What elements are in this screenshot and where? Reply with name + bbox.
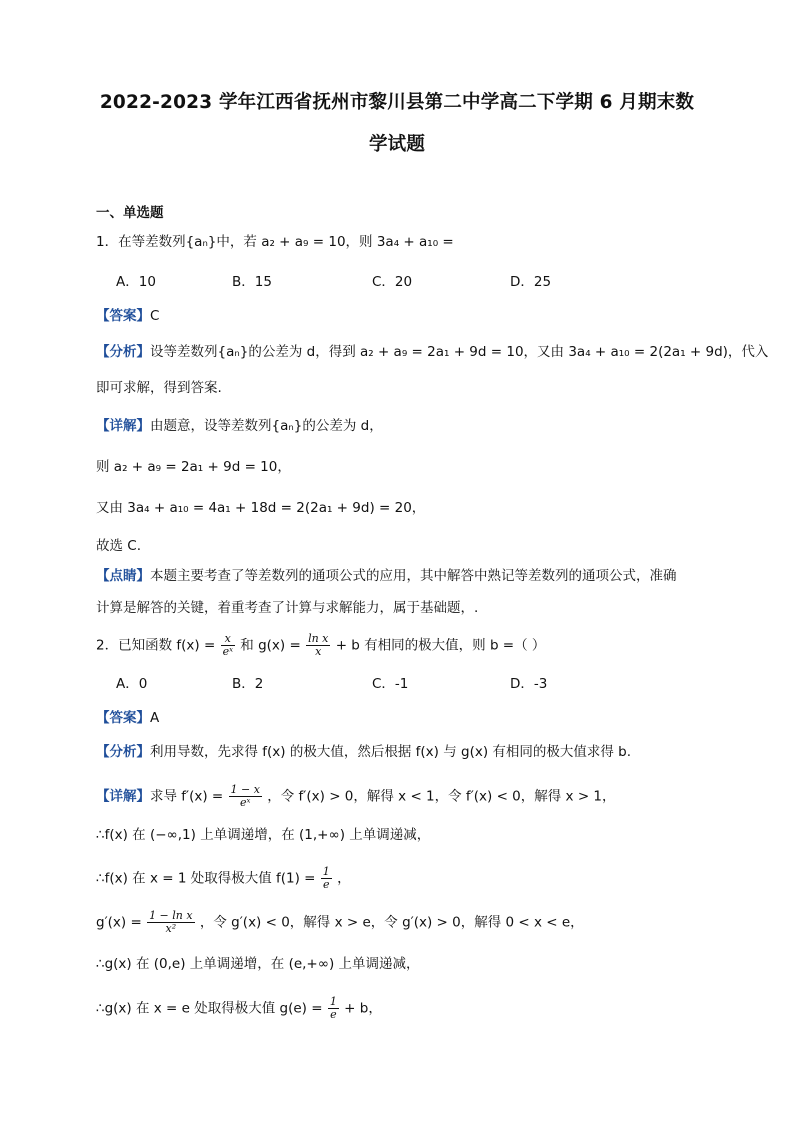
detail-text-a: g′(x) = [96, 914, 142, 931]
q1-detail-line4: 故选 C. [96, 538, 142, 554]
q2-fraction-g: $\frac{\text{ln x}}{x}$ [308, 632, 329, 658]
q1-analysis-line2: 即可求解，得到答案. [96, 380, 222, 396]
detail-text-a: ∴g(x) 在 x = e 处取得极大值 g(e) = [96, 1000, 323, 1017]
q2-stem-part-c: + b 有相同的极大值，则 b =（ ） [335, 637, 546, 654]
section-heading: 一、单选题 [96, 205, 164, 221]
analysis-tag: 【分析】 [96, 744, 150, 760]
detail-text-b: ，令 g′(x) < 0，解得 x > e，令 g′(x) > 0，解得 0 < x < e， [199, 914, 584, 931]
q1-comment-line2: 计算是解答的关键，着重考查了计算与求解能力，属于基础题，. [96, 600, 479, 616]
q2-detail-line1 [96, 784, 616, 809]
detail-text-b: ，令 f′(x) > 0，解得 x < 1，令 f′(x) < 0，解得 x > 1， [267, 788, 616, 805]
page-title-line2: 学试题 [368, 134, 426, 155]
q2-stem-part-b: 和 g(x) = [240, 637, 301, 654]
q2-fraction-ge: $\frac{1}{e}$ [329, 995, 337, 1021]
q1-option-d: D．25 [510, 274, 552, 290]
comment-text: 本题主要考查了等差数列的通项公式的应用，其中解答中熟记等差数列的通项公式，准确 [150, 568, 677, 584]
q1-option-a: A．10 [116, 274, 156, 290]
q1-comment-line1 [96, 566, 677, 586]
q1-option-b: B．15 [232, 274, 272, 290]
analysis-text: 利用导数，先求得 f(x) 的极大值，然后根据 f(x) 与 g(x) 有相同的极大值求得 b. [150, 744, 632, 760]
q2-option-a: A．0 [116, 676, 148, 692]
q1-option-c: C．20 [372, 274, 413, 290]
q2-detail-line5: ∴g(x) 在 (0,e) 上单调递增，在 (e,+∞) 上单调递减， [96, 956, 420, 972]
q2-answer [96, 708, 159, 728]
answer-tag: 【答案】 [96, 308, 150, 324]
q2-option-d: D．-3 [510, 676, 548, 692]
q2-option-c: C．-1 [372, 676, 409, 692]
answer-tag: 【答案】 [96, 710, 150, 726]
q2-fraction-fprime: $\frac{1 - x}{\text{eˣ}}$ [230, 783, 260, 809]
q2-detail-line4 [96, 910, 584, 935]
q2-stem [96, 633, 545, 658]
q1-answer [96, 306, 159, 326]
detail-tag: 【详解】 [96, 418, 150, 434]
q2-fraction-f: $\frac{x}{\text{eˣ}}$ [222, 632, 233, 658]
q2-detail-line2: ∴f(x) 在 (−∞,1) 上单调递增，在 (1,+∞) 上单调递减， [96, 827, 431, 843]
q2-fraction-f1: $\frac{1}{e}$ [322, 865, 330, 891]
detail-text-a: 求导 f′(x) = [150, 788, 224, 805]
detail-text-a: ∴f(x) 在 x = 1 处取得极大值 f(1) = [96, 870, 316, 887]
detail-text: 由题意，设等差数列{aₙ}的公差为 d， [150, 418, 383, 434]
q1-stem: 1．在等差数列{aₙ}中，若 a₂ + a₉ = 10，则 3a₄ + a₁₀ = [96, 234, 454, 250]
analysis-tag: 【分析】 [96, 344, 150, 360]
q2-fraction-gprime: $\frac{\text{1 − ln x}}{\text{x²}}$ [149, 909, 193, 935]
answer-value: C [150, 308, 160, 324]
q2-detail-line3 [96, 866, 351, 891]
q1-detail-line3: 又由 3a₄ + a₁₀ = 4a₁ + 18d = 2(2a₁ + 9d) = 20， [96, 500, 426, 516]
q2-detail-line6 [96, 996, 382, 1021]
detail-text-b: + b， [344, 1000, 382, 1017]
q2-analysis-line1 [96, 742, 631, 762]
q1-detail-line1 [96, 416, 383, 436]
page-title-line1: 2022-2023 学年江西省抚州市黎川县第二中学高二下学期 6 月期末数 [99, 92, 695, 113]
q2-stem-part-a: 2．已知函数 f(x) = [96, 637, 216, 654]
q1-analysis-line1 [96, 342, 768, 362]
analysis-text: 设等差数列{aₙ}的公差为 d，得到 a₂ + a₉ = 2a₁ + 9d = 10，又由 3a₄ + a₁₀ = 2(2a₁ + 9d)，代入 [150, 344, 769, 360]
answer-value: A [150, 710, 160, 726]
comment-tag: 【点睛】 [96, 568, 150, 584]
detail-tag: 【详解】 [96, 788, 150, 805]
q2-option-b: B．2 [232, 676, 264, 692]
detail-text-b: ， [337, 870, 351, 887]
q1-detail-line2: 则 a₂ + a₉ = 2a₁ + 9d = 10， [96, 459, 291, 475]
